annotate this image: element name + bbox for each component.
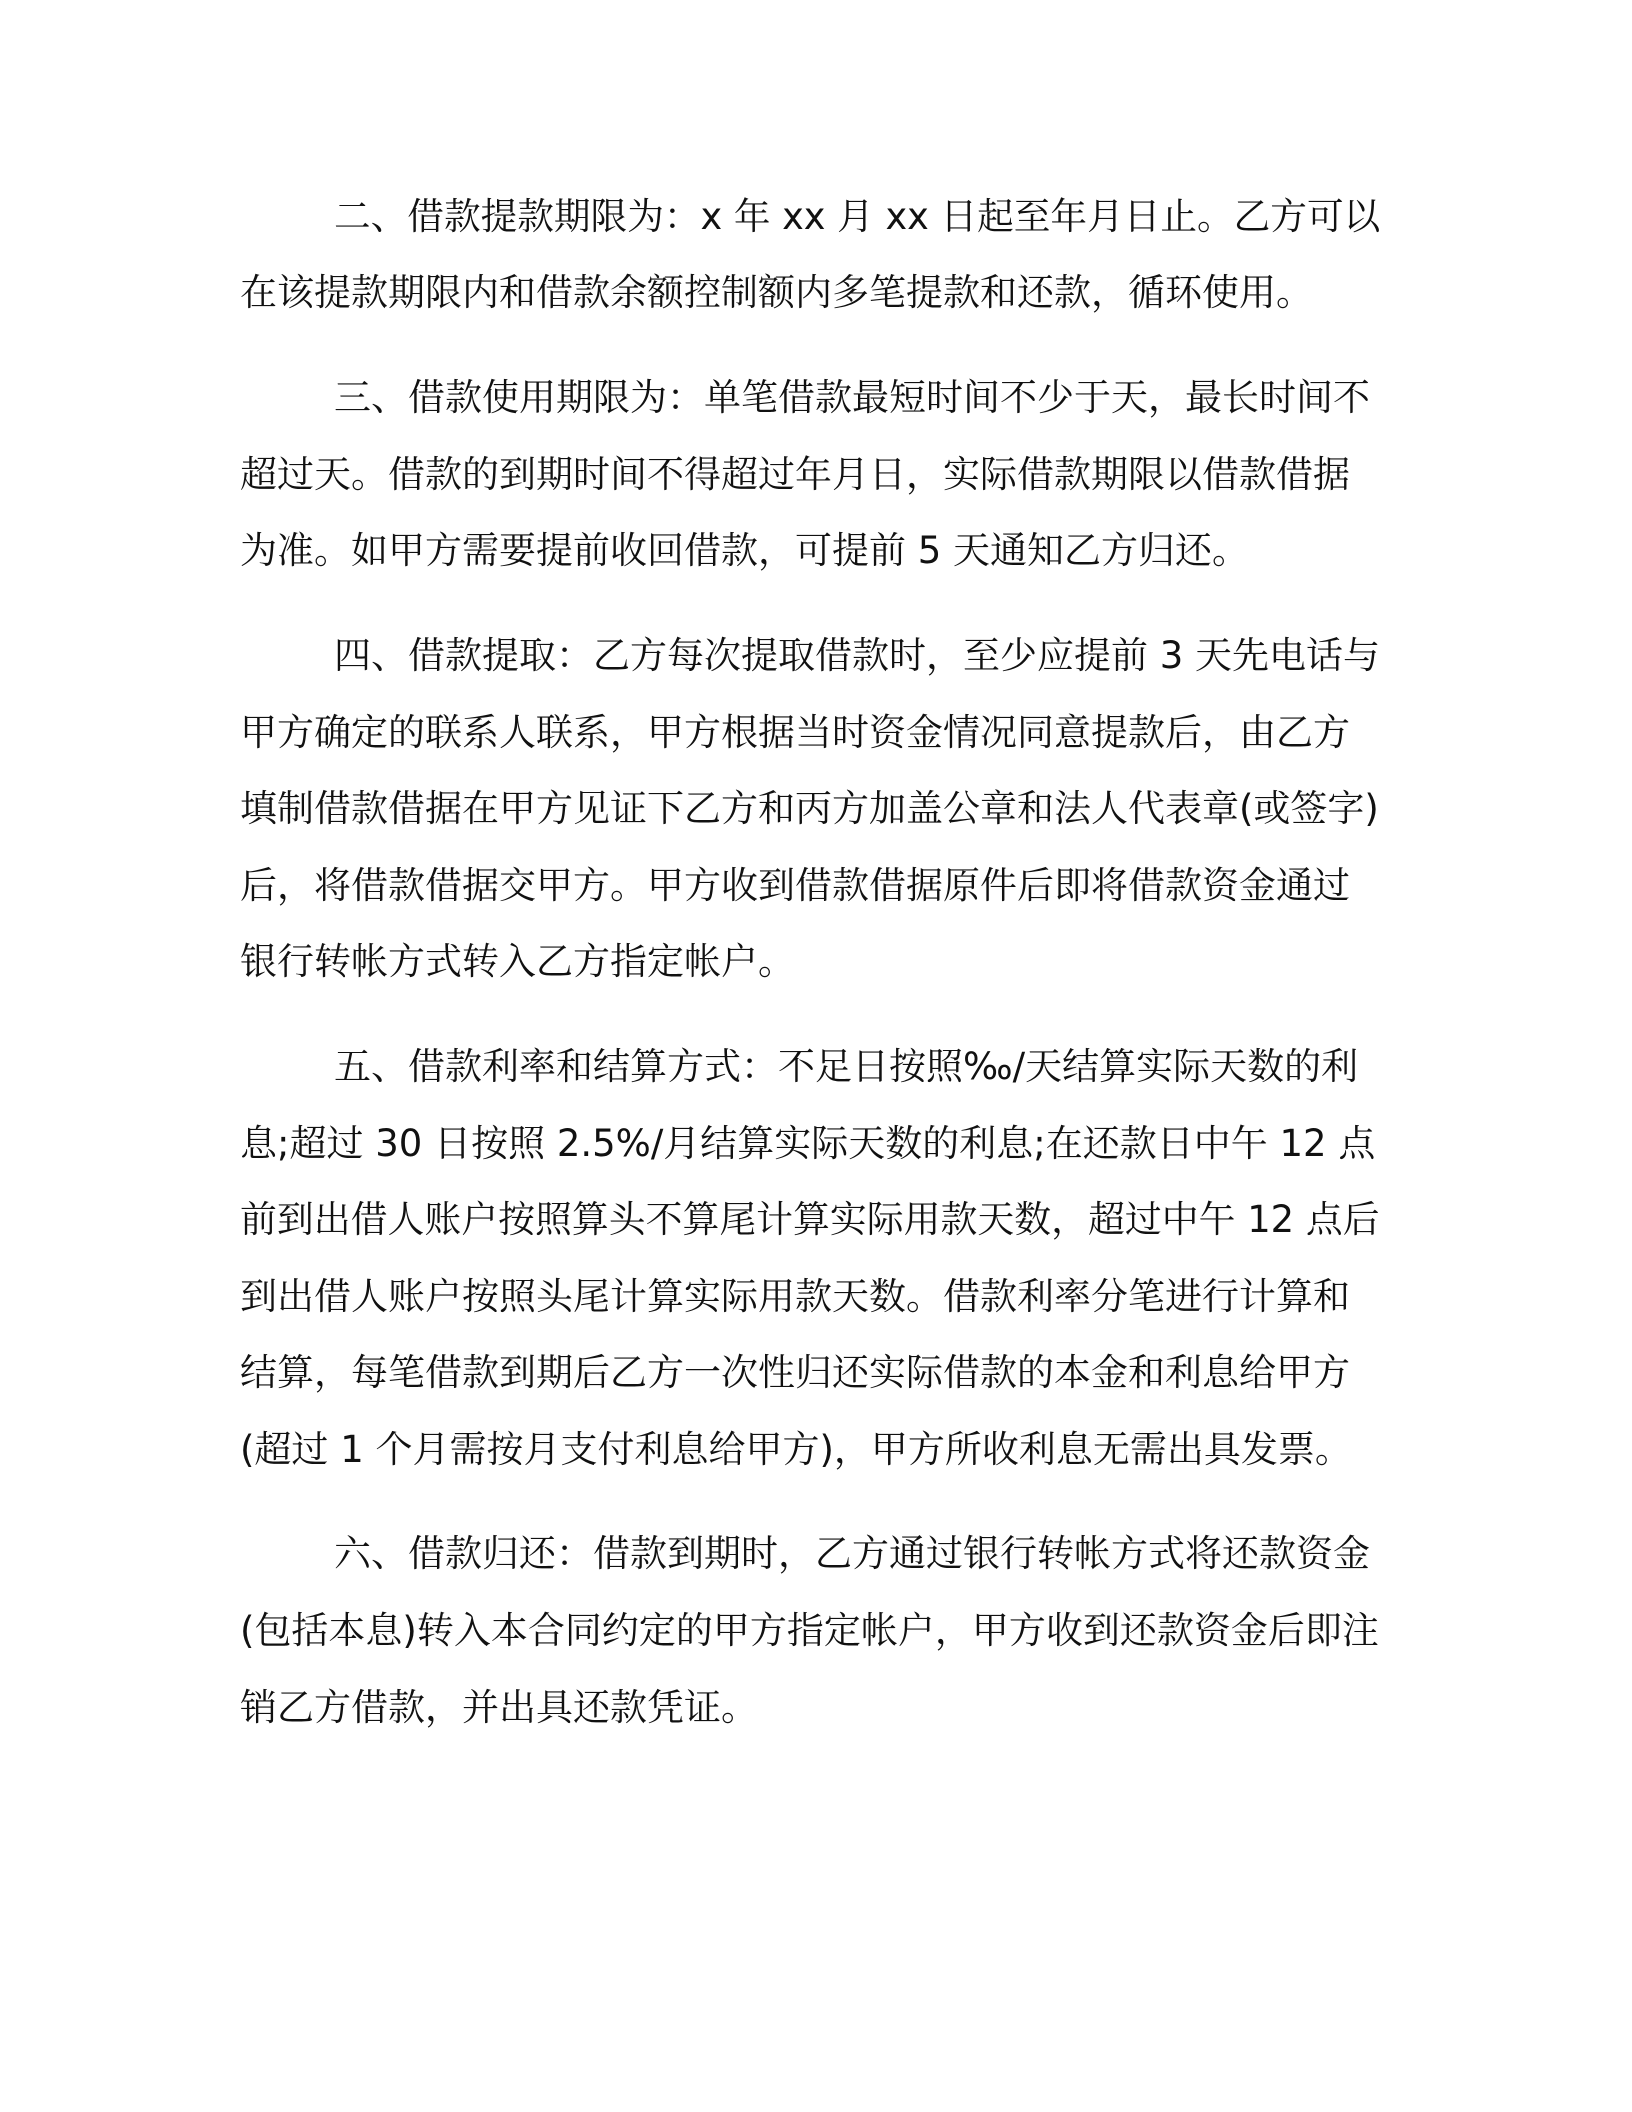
clause-6-line-2: (包括本息)转入本合同约定的甲方指定帐户，甲方收到还款资金后即注: [240, 1609, 1379, 1652]
clause-5-line-2: 息;超过 30 日按照 2.5%/月结算实际天数的利息;在还款日中午 12 点: [240, 1122, 1376, 1165]
clause-6-line-3: 销乙方借款，并出具还款凭证。: [240, 1686, 758, 1729]
clause-3-line-1: 三、借款使用期限为：单笔借款最短时间不少于天，最长时间不: [334, 376, 1370, 419]
clause-4-line-3: 填制借款借据在甲方见证下乙方和丙方加盖公章和法人代表章(或签字): [240, 787, 1379, 830]
clause-4-line-4: 后，将借款借据交甲方。甲方收到借款借据原件后即将借款资金通过: [240, 864, 1350, 907]
clause-4-line-1: 四、借款提取：乙方每次提取借款时，至少应提前 3 天先电话与: [334, 634, 1381, 677]
clause-2-line-1: 二、借款提款期限为：x 年 xx 月 xx 日起至年月日止。乙方可以: [334, 195, 1381, 238]
clause-5-line-3: 前到出借人账户按照算头不算尾计算实际用款天数，超过中午 12 点后: [240, 1198, 1380, 1241]
clause-5-line-4: 到出借人账户按照头尾计算实际用款天数。借款利率分笔进行计算和: [240, 1275, 1350, 1318]
clause-5-line-1: 五、借款利率和结算方式：不足日按照‰/天结算实际天数的利: [334, 1045, 1359, 1088]
clause-6-line-1: 六、借款归还：借款到期时，乙方通过银行转帐方式将还款资金: [334, 1532, 1370, 1575]
clause-3-line-3: 为准。如甲方需要提前收回借款，可提前 5 天通知乙方归还。: [240, 529, 1250, 572]
clause-5-line-5: 结算，每笔借款到期后乙方一次性归还实际借款的本金和利息给甲方: [240, 1351, 1350, 1394]
clause-4-line-5: 银行转帐方式转入乙方指定帐户。: [240, 940, 795, 983]
clause-5-line-6: (超过 1 个月需按月支付利息给甲方)，甲方所收利息无需出具发票。: [240, 1428, 1352, 1471]
clause-4-line-2: 甲方确定的联系人联系，甲方根据当时资金情况同意提款后，由乙方: [240, 711, 1350, 754]
clause-2-line-2: 在该提款期限内和借款余额控制额内多笔提款和还款，循环使用。: [240, 271, 1313, 314]
clause-3-line-2: 超过天。借款的到期时间不得超过年月日，实际借款期限以借款借据: [240, 453, 1350, 496]
